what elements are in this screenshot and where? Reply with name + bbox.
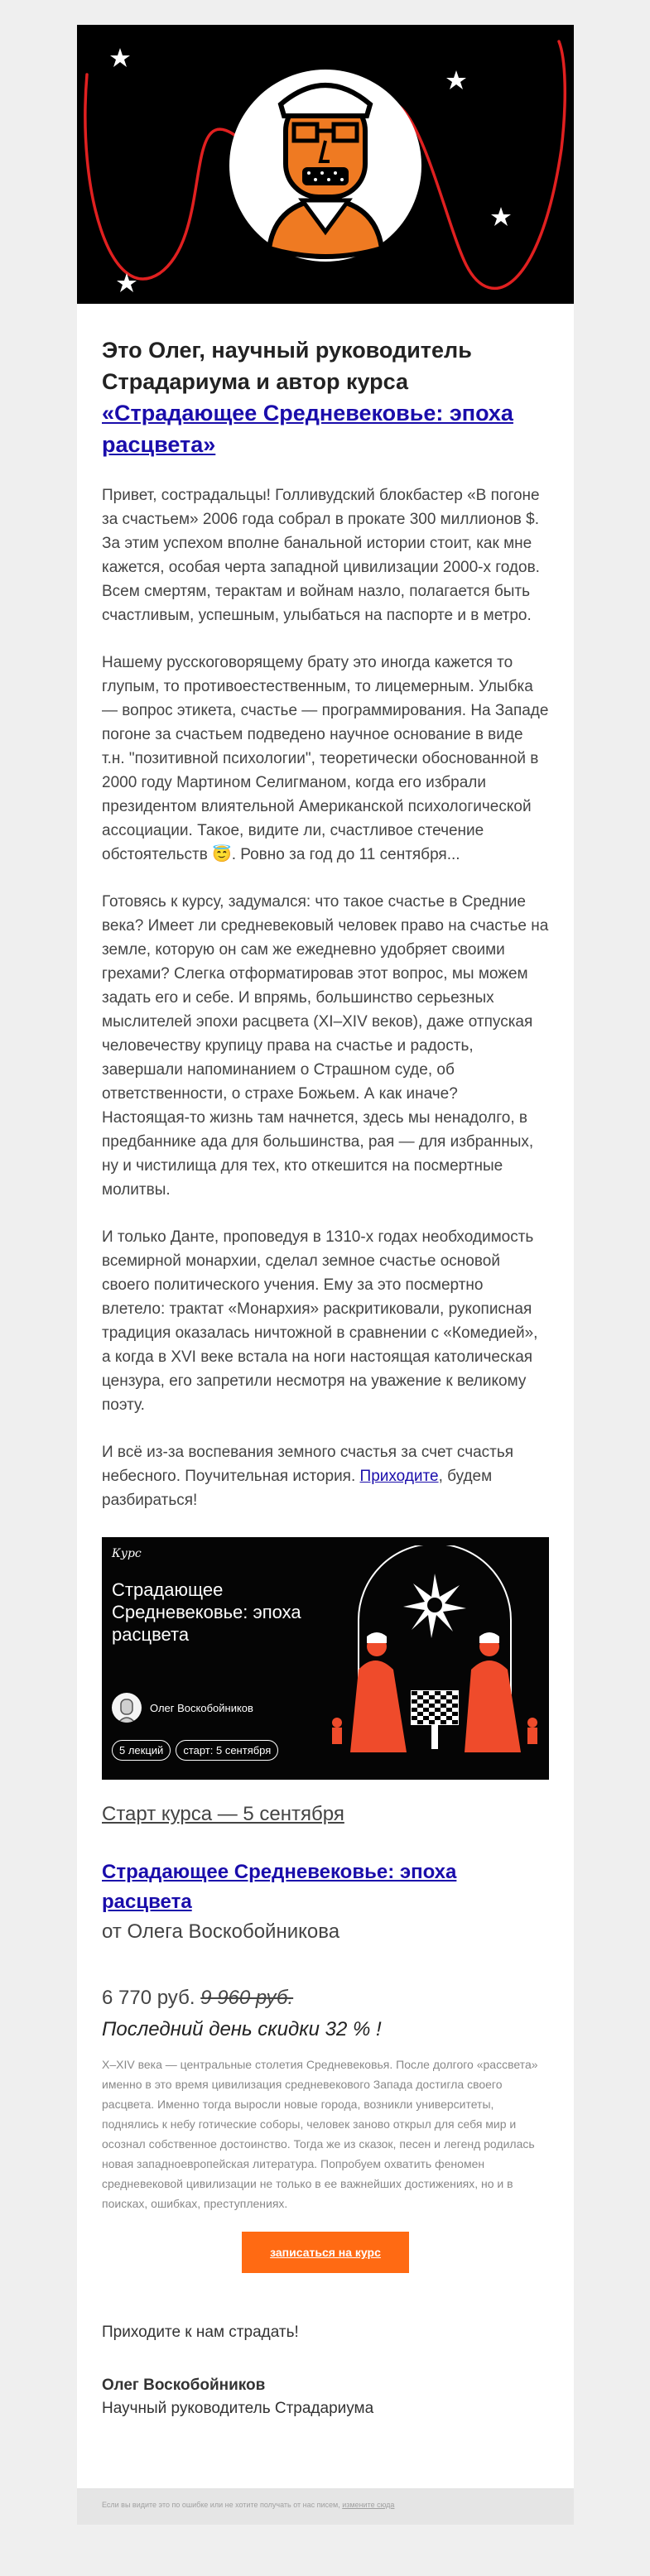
course-start-date: Старт курса — 5 сентября xyxy=(102,1803,344,1825)
course-info xyxy=(102,1858,549,1947)
paragraph-1: Привет, сострадальцы! Голливудский блокбастер «В погоне за счастьем» 2006 года собрал в прокате 300 миллионов $. За этим успехом вполне банальной истории стоит, как мне кажется, особая черта западной цивилизации 2000-х годов. Всем смертям, терактам и войнам назло, полагается быть счастливым, успешным, улыбаться на паспорте и в метро. xyxy=(102,487,540,624)
paragraph-5 xyxy=(102,1440,549,1512)
email-content xyxy=(77,334,574,2420)
cta-wrapper xyxy=(102,2232,549,2273)
come-link[interactable]: Приходите xyxy=(359,1468,439,1485)
star-icon xyxy=(110,48,130,67)
price-old: 9 960 руб. xyxy=(200,1987,294,2009)
headline-text: Это Олег, научный руководитель Страдариума и автор курса xyxy=(102,338,472,394)
email-footer xyxy=(77,2488,574,2525)
course-price xyxy=(102,1985,549,2011)
hero-banner xyxy=(77,25,574,304)
footer-text: Если вы видите это по ошибке или не хотите получать от нас писем, xyxy=(102,2501,343,2509)
course-banner-image[interactable] xyxy=(102,1537,549,1780)
paragraph-4: И только Данте, проповедуя в 1310-х годах необходимость всемирной монархии, сделал земное счастье основой своего политического учения. Ему за это посмертно влетело: трактат «Монархия» раскритиковали, рукописная традиция оказалась ничтожной в сравнении с «Комедией», а когда в XVI веке встала на ноги настоящая католическая цензура, его запретили несмотря на уважение к великому поэту. xyxy=(102,1228,538,1414)
course-author: от Олега Воскобойникова xyxy=(102,1920,340,1943)
sun-burst-icon xyxy=(403,1574,466,1638)
price-current: 6 770 руб. xyxy=(102,1987,195,2009)
pill-lectures: 5 лекций xyxy=(112,1740,171,1761)
paragraph-3: Готовясь к курсу, задумался: что такое счастье в Средние века? Имеет ли средневековый человек право на счастье на земле, которую он сам же ежедневно удобряет своими грехами? Слегка отформатировав этот вопрос, мы можем задать его и себе. И впрямь, большинство серьезных мыслителей эпохи расцвета (XI–XIV веков), даже отпуская человечеству крупицу права на счастье и радость, завершали напоминанием о Страшном суде, об ответственности, о страхе Божьем. А как иначе? Настоящая-то жизнь там начнется, здесь мы ненадолго, в предбаннике ада для большинства, рая — для избранных, ну и чистилища для тех, кто откешится на посмертные молитвы. xyxy=(102,893,549,1199)
paragraph-5-end: , будем разбираться! xyxy=(102,1468,493,1509)
banner-kind-label: Курс xyxy=(112,1547,142,1560)
enroll-button[interactable]: записаться на курс xyxy=(242,2232,409,2273)
signature-role: Научный руководитель Страдариума xyxy=(102,2400,374,2417)
banner-title: Страдающее Средневековье: эпоха расцвета xyxy=(112,1579,301,1645)
author-avatar xyxy=(112,1693,142,1723)
star-icon xyxy=(446,70,466,89)
headline xyxy=(102,334,549,460)
headline-course-link[interactable]: «Страдающее Средневековье: эпоха расцвета» xyxy=(102,401,513,457)
banner-pills xyxy=(112,1740,278,1761)
banner-author xyxy=(112,1693,253,1723)
course-title-link[interactable]: Страдающее Средневековье: эпоха расцвета xyxy=(102,1861,457,1913)
pill-start-date: старт: 5 сентября xyxy=(176,1740,278,1761)
signature-name: Олег Воскобойников xyxy=(102,2377,266,2394)
paragraph-2: Нашему русскоговорящему брату это иногда кажется то глупым, то противоестественным, то лицемерным. Улыбка — вопрос этикета, счастье — программирования. На Западе погоне за счастьем подведено научное основание в виде т.н. "позитивной психологии", теоретически обоснованной в 2000 году Мартином Селигманом, когда его избрали президентом влиятельной Американской психологической ассоциации. Такое, видите ли, счастливое стечение обстоятельств 😇. Ровно за год до 11 сентября... xyxy=(102,654,549,863)
unsubscribe-link[interactable]: измените сюда xyxy=(342,2501,395,2509)
signoff-line: Приходите к нам страдать! xyxy=(102,2324,299,2341)
oleg-portrait-logo xyxy=(229,70,421,262)
email-card xyxy=(77,25,574,2525)
course-description: X–XIV века — центральные столетия Средневековья. После долгого «рассвета» именно в это время цивилизация средневекового Запада достигла своего расцвета. Именно тогда выросли новые города, возникли университеты, поднялись к небу готические соборы, человек заново открыл для себя мир и осознал собственное достоинство. Тогда же из сказок, песен и легенд родилась новая западноевропейская литература. Попробуем охватить феномен средневековой цивилизации не только в ее важнейших достижениях, но и в поисках, ошибках, преступлениях. xyxy=(102,2058,538,2210)
chess-players-illustration xyxy=(325,1545,545,1773)
star-icon xyxy=(491,207,511,226)
letter-body xyxy=(102,483,549,1512)
paragraph-5-start: И всё из-за воспевания земного счастья за счет счастья небесного. Поучительная история. xyxy=(102,1444,514,1485)
chessboard-icon xyxy=(412,1691,458,1749)
banner-author-name: Олег Воскобойников xyxy=(150,1701,253,1714)
discount-deadline: Последний день скидки 32 % ! xyxy=(102,2018,382,2040)
